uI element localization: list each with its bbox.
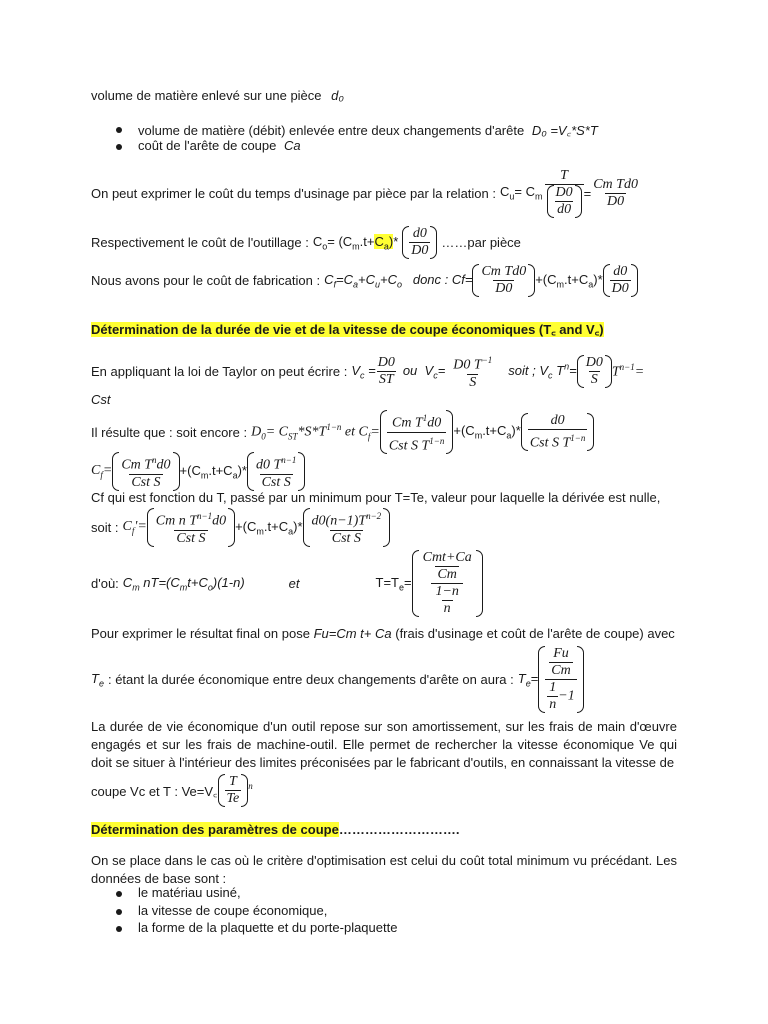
list-item-text: la forme de la plaquette et du porte-plaquette [138, 920, 398, 935]
equation-ve: coupe Vc et T : Ve=V꜀ $\frac{T}{Te}$ $^n$ [91, 774, 253, 806]
list-item [138, 138, 301, 153]
equation-taylor: En appliquant la loi de Taylor on peut écrire : $V_c$ = $\frac{D0}{ST}$ ou $V_c=$ $\frac{D0 T^{-1}}{S}$ soit ; $V_c$ $T^n=$ $\frac{D0}{S}$ $T^{n-1}=$ [91, 354, 645, 390]
list-item [138, 121, 598, 139]
heading-dots: ………………………. [338, 822, 460, 837]
volume-text: volume de matière enlevé sur une pièce [91, 88, 322, 103]
bullet-icon [116, 127, 122, 133]
paragraph-last-line: coupe Vc et T : Ve=V꜀ [91, 783, 218, 799]
equation-result: Il résulte que : soit encore : $D_0= C_{ST}*S*T^{1-n}$ et $C_f=$ $\frac{Cm T^1d0}{Cst S T^{1-n}}$ $+(C_m.t+C_a)*$ $\frac{d0}{Cst S T^{1-n}}$ [91, 410, 594, 454]
paragraph-text: On se place dans le cas où le critère d'optimisation est celui du coût total minimum vu précédant. Les données de base sont : [91, 853, 677, 886]
list-item-text: volume de matière (débit) enlevée entre deux changements d'arête [138, 123, 525, 138]
equation-te-final: $T_e$ : étant la durée économique entre deux changements d'arête on aura : $T_e=$ $\frac{Fu}{Cm}$ $\frac{1}{n}$ −1 [91, 646, 584, 713]
equation-co: Respectivement le coût de l'outillage : $C_o= (C_m.t+C_a)*$ $\frac{d0}{D0}$ ……par pièce [91, 226, 521, 258]
paragraph [91, 852, 677, 888]
list-item-variable: Ca [284, 138, 301, 153]
equation-label: Il résulte que : soit encore : [91, 424, 248, 440]
equation-label: : étant la durée économique entre deux changements d'arête on aura : [107, 672, 514, 687]
equation-label: En appliquant la loi de Taylor on peut écrire : [91, 363, 348, 379]
bullet-icon [116, 891, 122, 897]
text-line [91, 392, 111, 407]
bullet-icon [116, 144, 122, 150]
list-item-text: la vitesse de coupe économique, [138, 903, 328, 918]
list-item [138, 903, 327, 918]
list-item [138, 885, 241, 900]
et-text: et [288, 576, 300, 591]
equation-cu: On peut exprimer le coût du temps d'usinage par pièce par la relation : $C_u= C_m$ $\frac{T}{\frac{D0}{d0}}$ = $\frac{\text{Cm Td0}}{D0}$ [91, 168, 638, 217]
text-line [91, 88, 344, 103]
cst-text: Cst [91, 392, 111, 407]
list-item-formula: D₀ =V꜀*S*T [531, 123, 598, 138]
list-item-text: le matériau usiné, [138, 885, 241, 900]
list-item [138, 920, 397, 935]
bullet-icon [116, 909, 122, 915]
equation-label: Nous avons pour le coût de fabrication : [91, 273, 321, 288]
equation-label: On peut exprimer le coût du temps d'usinage par pièce par la relation : [91, 185, 496, 201]
bullet-icon [116, 926, 122, 932]
minimum-text: Cf qui est fonction du T, passé par un minimum pour T=Te, valeur pour laquelle la dérivée est nulle, [91, 490, 661, 505]
fraction: $\frac{T}{\frac{D0}{d0}}$ [545, 168, 584, 218]
fraction: $\frac{\text{Cm Td0}}{D0}$ [593, 176, 638, 209]
equation-cf: Nous avons pour le coût de fabrication : $C_f=C_a+C_u+C_o$ donc : Cf= $\frac{\text{Cm Td0}}{D0}$ $+(C_m.t+C_a)*$ $\frac{d0}{D0}$ [91, 264, 638, 297]
equation-tail: ……par pièce [441, 235, 521, 250]
volume-variable: d₀ [331, 88, 344, 103]
paragraph-text: La durée de vie économique d'un outil repose sur son amortissement, sur les frais de main d'œuvre engagés et sur les frais de machine-outil. Elle permet de rechercher la vitesse économique Ve qui doit se situer à l'intérieur des limites préconisées par le fabricant d'outils, en connaissant la vitesse de [91, 719, 677, 770]
fu-tail: (frais d'usinage et coût de l'arête de coupe) avec [395, 626, 675, 641]
text-line [91, 490, 660, 505]
paragraph [91, 718, 677, 772]
heading-text: Détermination des paramètres de coupe [91, 822, 339, 837]
equation-derivative: soit : $C_f'=$ $\frac{Cm n T^{n-1}d0}{\text{Cst S}}$ $+(C_m.t+C_a)*$ $\frac{d0(n-1)T^{n-2}}{\text{Cst S}}$ [91, 508, 390, 547]
equation-label: soit : [91, 519, 119, 535]
fu-formula: Fu=Cm t+ Ca [313, 626, 392, 641]
section-heading [91, 320, 604, 338]
equation-label: d'où: [91, 576, 119, 591]
list-item-text: coût de l'arête de coupe [138, 138, 277, 153]
equation-label: Respectivement le coût de l'outillage : [91, 235, 309, 250]
heading-text: Détermination de la durée de vie et de la vitesse de coupe économiques (T꜀ and V꜀) [91, 322, 604, 337]
section-heading [91, 822, 459, 837]
equation-te: d'où: $C_m$ $nT=(C_mt+C_o)(1-n)$ et $T=T_e=$ $\frac{\frac{\text{Cmt+Ca}}{Cm}}{\frac{1-n}{n}}$ [91, 550, 483, 617]
text-line [91, 626, 675, 641]
fu-text: Pour exprimer le résultat final on pose [91, 626, 310, 641]
equation-cf2: $C_f=$ $\frac{Cm T^nd0}{\text{Cst S}}$ $+(C_m.t+C_a)*$ $\frac{d0 T^{n-1}}{\text{Cst S}}$ [91, 452, 305, 491]
